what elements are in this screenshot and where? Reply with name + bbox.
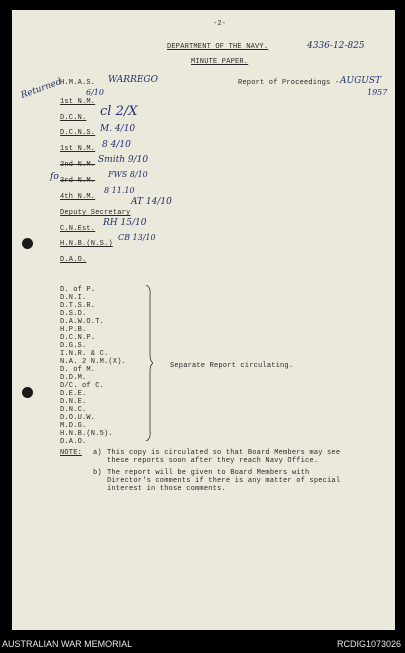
note-b-line: Director's comments if there is any matter of special (107, 477, 341, 485)
distribution-item: D/C. of C. (60, 382, 105, 390)
distribution-item: D.G.S. (60, 342, 87, 350)
routing-label: H.N.B.(N.S.) (60, 240, 113, 248)
punch-hole-top (22, 238, 33, 249)
form-title: MINUTE PAPER. (191, 58, 249, 66)
routing-note: 6/10 (86, 88, 104, 97)
routing-label: 1st N.M. (60, 98, 96, 106)
distribution-item: D. of M. (60, 366, 96, 374)
footer-id: RCDIG1073026 (336, 639, 401, 649)
note-b-marker: b) (93, 469, 102, 477)
report-label: Report of Proceedings - (238, 79, 340, 87)
page-mark: -2- (213, 20, 227, 28)
report-year: 1957 (367, 88, 388, 97)
separate-report-note: Separate Report circulating. (170, 362, 294, 370)
report-month: AUGUST (340, 76, 382, 86)
routing-note: 8 11.10 (104, 186, 135, 195)
distribution-item: D.N.C. (60, 406, 87, 414)
footer-source: AUSTRALIAN WAR MEMORIAL (2, 639, 133, 649)
routing-mark: fo (50, 172, 59, 182)
ship-name: WARREGO (108, 75, 158, 85)
note-label: NOTE: (60, 449, 83, 457)
routing-note: cl 2/X (100, 104, 138, 119)
distribution-item: D. of P. (60, 286, 96, 294)
routing-note: CB 13/10 (118, 233, 156, 242)
distribution-item: I.N.R. & C. (60, 350, 109, 358)
distribution-item: N.A. 2 N.M.(X). (60, 358, 127, 366)
routing-label: D.A.O. (60, 256, 87, 264)
distribution-item: D.T.S.R. (60, 302, 96, 310)
routing-label: Deputy Secretary (60, 209, 131, 217)
routing-note: Smith 9/10 (98, 155, 149, 165)
archive-footer (0, 637, 405, 653)
routing-note: FWS 8/10 (108, 170, 148, 179)
file-number: 4336-12-825 (307, 41, 365, 51)
routing-label: 2nd N.M. (60, 161, 96, 169)
routing-label: D.C.N.S. (60, 129, 96, 137)
routing-note: M. 4/10 (100, 124, 136, 134)
distribution-item: D.N.E. (60, 398, 87, 406)
ship-label: H.M.A.S. (60, 79, 96, 87)
distribution-item: H.P.B. (60, 326, 87, 334)
distribution-item: D.O.U.W. (60, 414, 96, 422)
distribution-item: D.A.O. (60, 438, 87, 446)
distribution-item: H.N.B.(N.5). (60, 430, 113, 438)
routing-label: 3rd N.M. (60, 177, 96, 185)
note-a-line: This copy is circulated so that Board Members may see (107, 449, 341, 457)
distribution-item: D.E.E. (60, 390, 87, 398)
note-b-line: The report will be given to Board Members with (107, 469, 310, 477)
punch-hole-bottom (22, 387, 33, 398)
routing-label: D.C.N. (60, 114, 87, 122)
distribution-item: D.D.M. (60, 374, 87, 382)
note-a-marker: a) (93, 449, 102, 457)
routing-label: 1st N.M. (60, 145, 96, 153)
routing-label: 4th N.M. (60, 193, 96, 201)
distribution-item: M.D.G. (60, 422, 87, 430)
routing-note: 8 4/10 (102, 140, 131, 150)
note-a-line: these reports soon after they reach Navy Office. (107, 457, 319, 465)
distribution-item: D.S.D. (60, 310, 87, 318)
routing-note: AT 14/10 (131, 197, 172, 207)
routing-label: C.N.Est. (60, 225, 96, 233)
distribution-item: D.A.W.O.T. (60, 318, 105, 326)
distribution-brace (145, 285, 153, 441)
note-b-line: interest in those comments. (107, 485, 226, 493)
distribution-item: D.C.N.P. (60, 334, 96, 342)
routing-note: RH 15/10 (103, 218, 147, 228)
margin-note: Returned (19, 76, 64, 102)
department-title: DEPARTMENT OF THE NAVY. (167, 43, 269, 51)
distribution-item: D.N.I. (60, 294, 87, 302)
